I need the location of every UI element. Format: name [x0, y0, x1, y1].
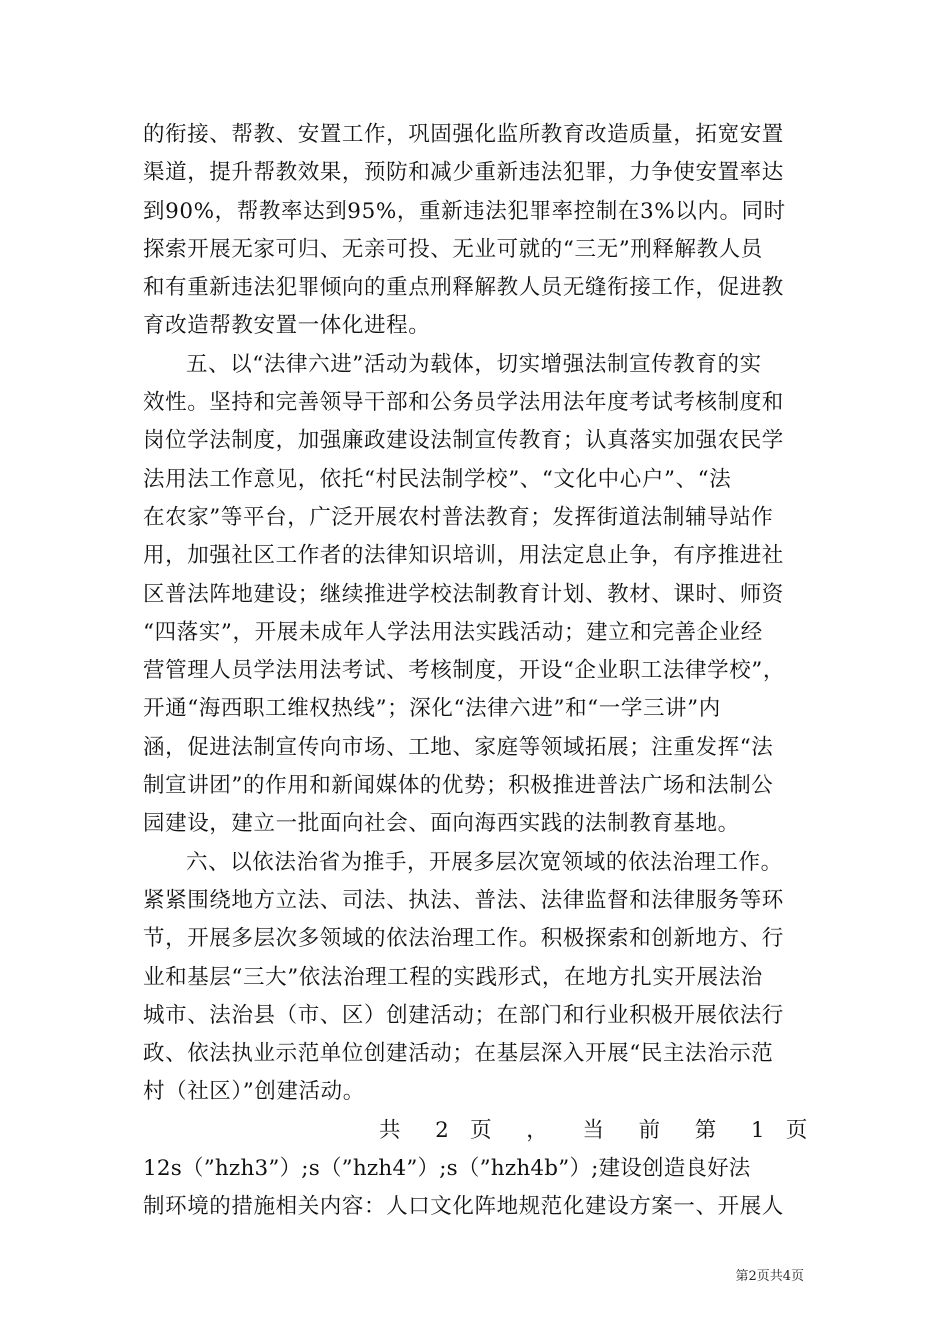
text-line: 岗位学法制度，加强廉政建设法制宣传教育；认真落实加强农民学: [143, 428, 784, 454]
text-line: 开通“海西职工维权热线”；深化“法律六进”和“一学三讲”内: [143, 696, 721, 722]
text-line: 的衔接、帮教、安置工作，巩固强化监所教育改造质量，拓宽安置: [143, 122, 784, 147]
body-text: [143, 116, 808, 1227]
text-line: 用，加强社区工作者的法律知识培训，用法定息止争，有序推进社: [143, 543, 784, 569]
text-line: 紧紧围绕地方立法、司法、执法、普法、法律监督和法律服务等环: [143, 887, 784, 913]
text-line: 到90%，帮教率达到95%，重新违法犯罪率控制在3%以内。同时: [143, 198, 786, 224]
page-count-line: 共 2 页 ， 当 前 第 1 页: [379, 1117, 808, 1143]
text-line: 政、依法执业示范单位创建活动；在基层深入开展“民主法治示范: [143, 1041, 774, 1067]
text-line: 探索开展无家可归、无亲可投、无业可就的“三无”刑释解教人员: [143, 236, 763, 262]
page-footer: 第2页共4页: [735, 1269, 804, 1284]
text-line: 渠道，提升帮教效果，预防和减少重新违法犯罪，力争使安置率达: [143, 160, 784, 186]
text-line: “四落实”，开展未成年人学法用法实践活动；建立和完善企业经: [143, 619, 763, 645]
section-five-heading-line: 五、以“法律六进”活动为载体，切实增强法制宣传教育的实: [186, 351, 762, 377]
text-line: 在农家”等平台，广泛开展农村普法教育；发挥街道法制辅导站作: [143, 504, 774, 530]
text-line: 园建设，建立一批面向社会、面向海西实践的法制教育基地。: [143, 811, 740, 837]
text-line: 育改造帮教安置一体化进程。: [143, 313, 431, 339]
text-line: 法用法工作意见，依托“村民法制学校”、“文化中心户”、“法: [143, 466, 732, 492]
text-line: 涵，促进法制宣传向市场、工地、家庭等领域拓展；注重发挥“法: [143, 734, 774, 760]
text-line: 12s（”hzh3”）;s（”hzh4”）;s（”hzh4b”）;建设创造良好法: [143, 1156, 751, 1182]
text-line: 制环境的措施相关内容：人口文化阵地规范化建设方案一、开展人: [143, 1194, 784, 1220]
text-line: 区普法阵地建设；继续推进学校法制教育计划、教材、课时、师资: [143, 581, 784, 607]
text-line: 效性。坚持和完善领导干部和公务员学法用法年度考试考核制度和: [143, 390, 784, 416]
text-line: 城市、法治县（市、区）创建活动；在部门和行业积极开展依法行: [143, 1002, 784, 1028]
text-line: 节，开展多层次多领域的依法治理工作。积极探索和创新地方、行: [143, 926, 784, 952]
text-line: 和有重新违法犯罪倾向的重点刑释解教人员无缝衔接工作，促进教: [143, 275, 784, 301]
text-line: 村（社区）”创建活动。: [143, 1079, 365, 1105]
section-six-heading-line: 六、以依法治省为推手，开展多层次宽领域的依法治理工作。: [186, 849, 783, 875]
text-line: 制宣讲团”的作用和新闻媒体的优势；积极推进普法广场和法制公: [143, 773, 774, 799]
text-line: 营管理人员学法用法考试、考核制度，开设“企业职工法律学校”，: [143, 658, 785, 684]
text-line: 业和基层“三大”依法治理工程的实践形式，在地方扎实开展法治: [143, 964, 763, 990]
